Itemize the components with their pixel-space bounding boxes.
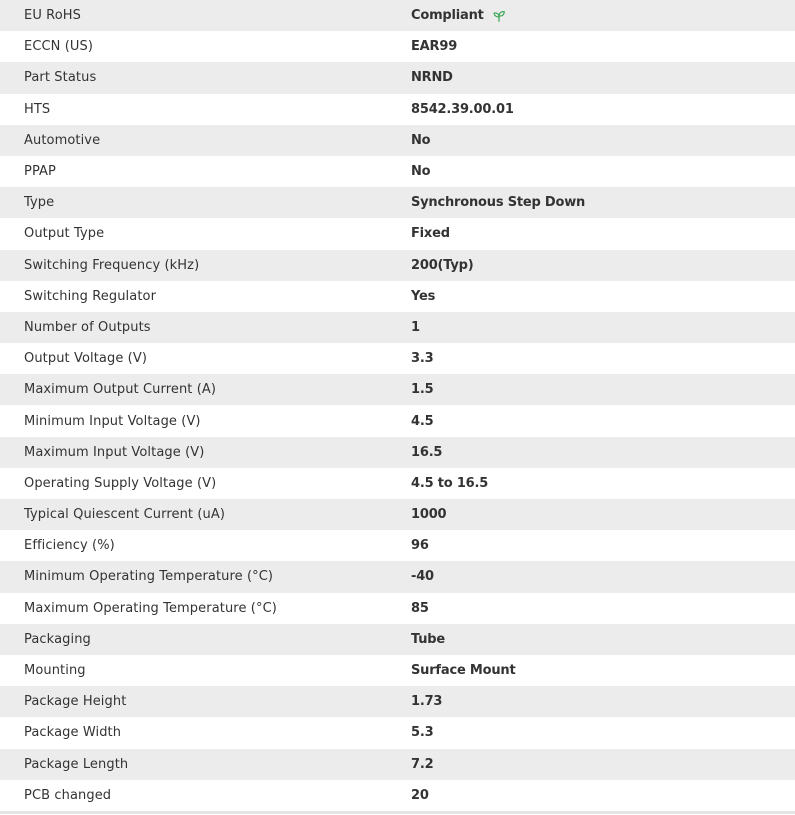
spec-label: Output Type — [24, 226, 105, 242]
spec-label: Efficiency (%) — [24, 538, 115, 554]
spec-value: 3.3 — [411, 351, 434, 367]
spec-label: Package Height — [24, 694, 127, 710]
spec-value: 1.5 — [411, 382, 434, 398]
spec-label: Output Voltage (V) — [24, 351, 148, 367]
spec-label: Operating Supply Voltage (V) — [24, 475, 217, 491]
spec-value: 200(Typ) — [411, 257, 474, 273]
spec-value — [411, 8, 795, 23]
spec-label: Type — [24, 195, 55, 211]
spec-row-max-output-current — [0, 374, 795, 405]
spec-row-package-length — [0, 749, 795, 780]
spec-label: Typical Quiescent Current (uA) — [24, 507, 226, 523]
spec-label: Maximum Output Current (A) — [24, 382, 217, 398]
spec-label: Package Width — [24, 725, 122, 741]
spec-row-quiescent-current — [0, 499, 795, 530]
spec-value: -40 — [411, 569, 434, 585]
spec-value: Surface Mount — [411, 663, 516, 679]
spec-label: HTS — [24, 101, 51, 117]
spec-value: NRND — [411, 70, 453, 86]
spec-label: Automotive — [24, 132, 101, 148]
spec-label: Switching Frequency (kHz) — [24, 257, 200, 273]
spec-row-mounting — [0, 655, 795, 686]
leaf-icon — [492, 9, 506, 23]
spec-row-pcb-changed — [0, 780, 795, 811]
spec-value: 7.2 — [411, 756, 434, 772]
spec-label: Part Status — [24, 70, 97, 86]
spec-row-max-operating-temp — [0, 593, 795, 624]
spec-label: ECCN (US) — [24, 39, 94, 55]
spec-value: 4.5 to 16.5 — [411, 475, 489, 491]
spec-row-eccn — [0, 31, 795, 62]
spec-row-operating-supply-voltage — [0, 468, 795, 499]
spec-value: 20 — [411, 787, 429, 803]
spec-row-packaging — [0, 624, 795, 655]
spec-value: 16.5 — [411, 444, 443, 460]
spec-row-hts — [0, 94, 795, 125]
spec-value-text: Compliant — [411, 8, 484, 24]
bottom-divider — [0, 811, 795, 814]
spec-row-type — [0, 187, 795, 218]
spec-row-efficiency — [0, 530, 795, 561]
spec-row-eu-rohs — [0, 0, 795, 31]
spec-row-max-input-voltage — [0, 437, 795, 468]
spec-value: No — [411, 164, 431, 180]
spec-value: 1000 — [411, 507, 447, 523]
spec-label: Number of Outputs — [24, 319, 151, 335]
spec-row-output-type — [0, 218, 795, 249]
spec-label: Minimum Operating Temperature (°C) — [24, 569, 274, 585]
spec-value: 8542.39.00.01 — [411, 101, 514, 117]
spec-row-number-of-outputs — [0, 312, 795, 343]
spec-label: Maximum Operating Temperature (°C) — [24, 600, 277, 616]
spec-row-part-status — [0, 62, 795, 93]
spec-label: PPAP — [24, 164, 56, 180]
spec-value: Tube — [411, 631, 446, 647]
spec-value: Yes — [411, 288, 436, 304]
spec-row-package-width — [0, 717, 795, 748]
spec-label: Packaging — [24, 631, 91, 647]
spec-value: No — [411, 132, 431, 148]
spec-label: Minimum Input Voltage (V) — [24, 413, 201, 429]
spec-value: 96 — [411, 538, 429, 554]
spec-row-switching-frequency — [0, 250, 795, 281]
spec-label: Maximum Input Voltage (V) — [24, 444, 205, 460]
spec-label: PCB changed — [24, 787, 112, 803]
spec-label: Mounting — [24, 663, 86, 679]
spec-value: 1 — [411, 319, 420, 335]
spec-value: Fixed — [411, 226, 450, 242]
spec-value: 5.3 — [411, 725, 434, 741]
spec-value: Synchronous Step Down — [411, 195, 586, 211]
spec-label: Package Length — [24, 756, 129, 772]
spec-row-min-input-voltage — [0, 405, 795, 436]
spec-label: Switching Regulator — [24, 288, 157, 304]
spec-label: EU RoHS — [24, 8, 81, 24]
spec-value: 85 — [411, 600, 429, 616]
spec-row-ppap — [0, 156, 795, 187]
spec-row-automotive — [0, 125, 795, 156]
spec-value: 1.73 — [411, 694, 443, 710]
spec-value: 4.5 — [411, 413, 434, 429]
spec-row-switching-regulator — [0, 281, 795, 312]
spec-row-output-voltage — [0, 343, 795, 374]
spec-row-min-operating-temp — [0, 561, 795, 592]
spec-value: EAR99 — [411, 39, 458, 55]
spec-row-package-height — [0, 686, 795, 717]
